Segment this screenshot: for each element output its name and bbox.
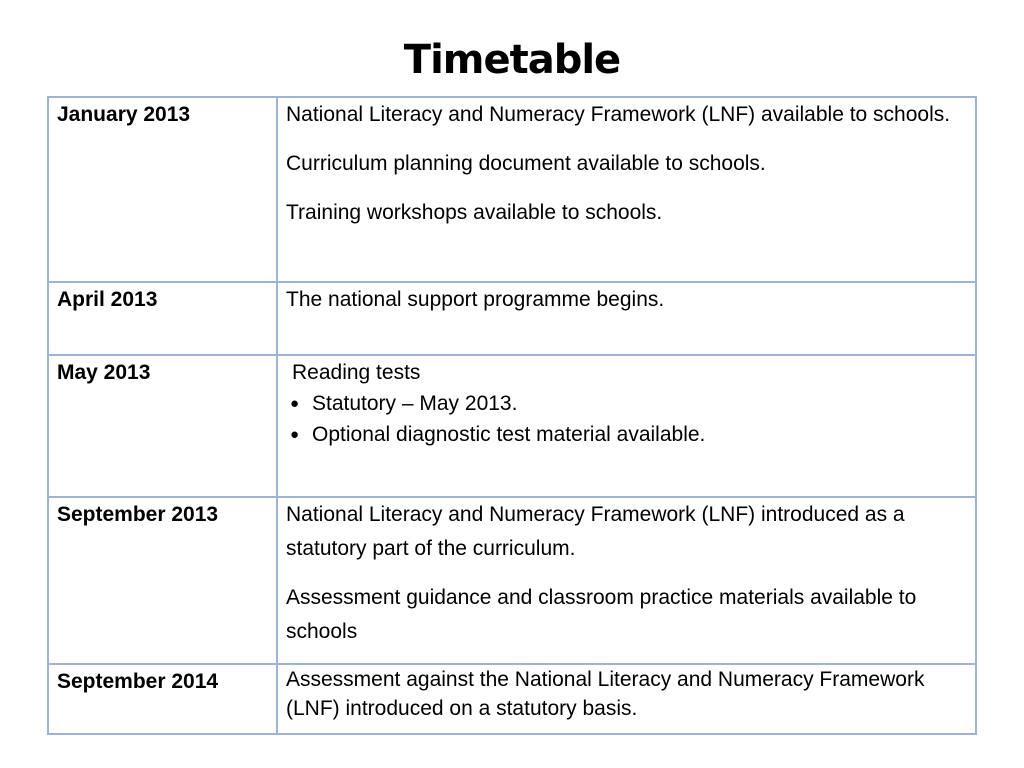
table-row [48,355,976,497]
description-cell [277,497,976,664]
list-item [286,388,967,419]
bullet-icon: ● [290,426,300,443]
description-paragraph: Assessment guidance and classroom practice materials available to schools [286,586,917,643]
date-cell: May 2013 [48,355,277,497]
description-cell [277,664,976,734]
table-row [48,97,976,282]
date-cell: April 2013 [48,282,277,355]
description-paragraph: Curriculum planning document available to schools. [286,152,766,175]
table-row [48,664,976,734]
bullet-icon: ● [290,395,300,412]
description-cell [277,282,976,355]
list-item [286,419,967,450]
date-cell: September 2013 [48,497,277,664]
description-paragraph: National Literacy and Numeracy Framework (LNF) available to schools. [286,103,951,126]
description-cell [277,97,976,282]
page-title: Timetable [403,37,621,83]
table-row [48,497,976,664]
timetable [47,96,977,735]
list-item-text: Statutory – May 2013. [312,392,518,415]
description-paragraph: The national support programme begins. [286,288,665,311]
date-cell: September 2014 [48,664,277,734]
description-paragraph: Assessment against the National Literacy and Numeracy Framework (LNF) introduced on a statutory basis. [286,668,925,720]
table-row [48,282,976,355]
list-item-text: Optional diagnostic test material available. [312,423,706,446]
description-cell [277,355,976,497]
date-cell: January 2013 [48,97,277,282]
reading-tests-heading: Reading tests [292,361,421,384]
description-paragraph: National Literacy and Numeracy Framework (LNF) introduced as a statutory part of the curriculum. [286,503,905,560]
description-paragraph: Training workshops available to schools. [286,201,663,224]
bullet-list [286,388,967,450]
